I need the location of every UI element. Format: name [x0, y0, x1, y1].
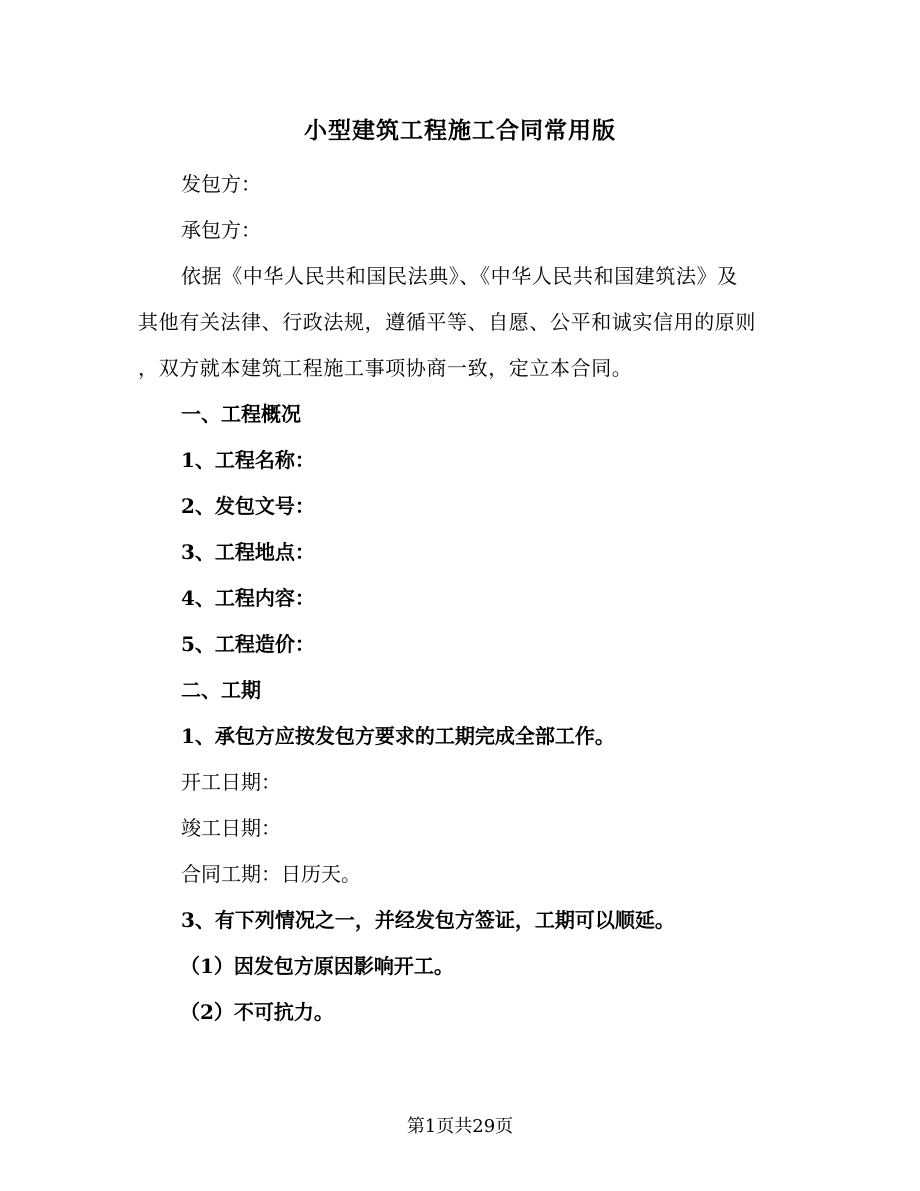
- intro-line-2: 其他有关法律、行政法规，遵循平等、自愿、公平和诚实信用的原则: [138, 310, 756, 334]
- item-schedule-requirement: 1、承包方应按发包方要求的工期完成全部工作。: [181, 724, 615, 748]
- item-project-location: 3、工程地点：: [181, 540, 315, 564]
- document-title: 小型建筑工程施工合同常用版: [304, 117, 616, 144]
- condition-2: （2）不可抗力。: [180, 1000, 334, 1024]
- item-contract-number: 2、发包文号：: [181, 494, 315, 518]
- start-date-line: 开工日期：: [181, 770, 281, 794]
- end-date-line: 竣工日期：: [181, 816, 281, 840]
- party-a-line: 发包方：: [181, 172, 261, 196]
- intro-line-1: 依据《中华人民共和国民法典》、《中华人民共和国建筑法》及: [181, 264, 738, 288]
- party-b-line: 承包方：: [181, 218, 261, 242]
- section-heading-overview: 一、工程概况: [181, 402, 301, 426]
- item-project-name: 1、工程名称：: [181, 448, 315, 472]
- item-project-content: 4、工程内容：: [181, 586, 315, 610]
- intro-line-3: ，双方就本建筑工程施工事项协商一致，定立本合同。: [138, 356, 633, 380]
- contract-period-line: 合同工期：日历天。: [181, 862, 361, 886]
- page-number: 第1页共29页: [406, 1116, 514, 1137]
- item-extension-conditions: 3、有下列情况之一，并经发包方签证，工期可以顺延。: [181, 908, 675, 932]
- condition-1: （1）因发包方原因影响开工。: [180, 954, 454, 978]
- section-heading-schedule: 二、工期: [181, 678, 261, 702]
- item-project-cost: 5、工程造价：: [181, 632, 315, 656]
